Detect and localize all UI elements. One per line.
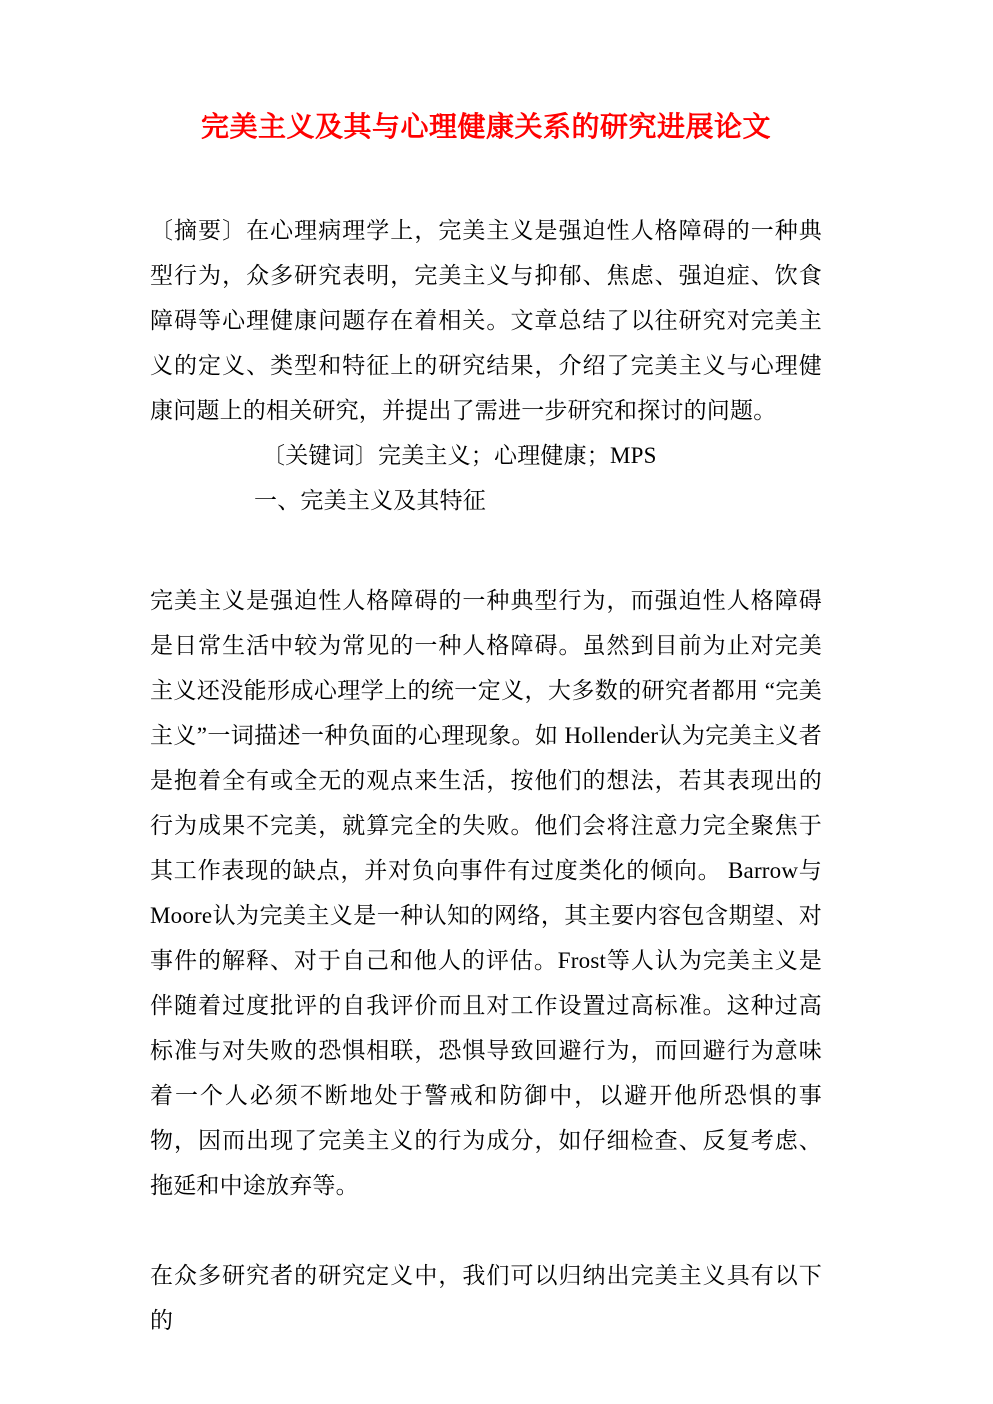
keywords-line: 〔关键词〕完美主义；心理健康；MPS: [262, 443, 657, 468]
document-title: 完美主义及其与心理健康关系的研究进展论文: [200, 112, 771, 143]
body-paragraph-1: 完美主义是强迫性人格障碍的一种典型行为，而强迫性人格障碍是日常生活中较为常见的一种人格障碍。虽然到目前为止对完美主义还没能形成心理学上的统一定义，大多数的研究者都用 “完美主义”一词描述一种负面的心理现象。如 Hollender认为完美主义者是抱着全有或全无的观点来生活，按他们的想法，若其表现出的行为成果不完美，就算完全的失败。他们会将注意力完全聚焦于其工作表现的缺点，并对负向事件有过度类化的倾向。 Barrow与Moore认为完美主义是一种认知的网络，其主要内容包含期望、对事件的解释、对于自己和他人的评估。Frost等人认为完美主义是伴随着过度批评的自我评价而且对工作设置过高标准。这种过高标准与对失败的恐惧相联，恐惧导致回避行为，而回避行为意味着一个人必须不断地处于警戒和防御中，以避开他所恐惧的事物，因而出现了完美主义的行为成分，如仔细检查、反复考虑、拖延和中途放弃等。: [150, 588, 822, 1198]
abstract-paragraph: 〔摘要〕在心理病理学上，完美主义是强迫性人格障碍的一种典型行为，众多研究表明，完美主义与抑郁、焦虑、强迫症、饮食障碍等心理健康问题存在着相关。文章总结了以往研究对完美主义的定义、类型和特征上的研究结果，介绍了完美主义与心理健康问题上的相关研究，并提出了需进一步研究和探讨的问题。: [150, 218, 822, 423]
document-content: [150, 0, 822, 1343]
body-paragraph-2: 在众多研究者的研究定义中，我们可以归纳出完美主义具有以下的: [150, 1263, 822, 1333]
section-heading: 一、完美主义及其特征: [254, 488, 486, 513]
